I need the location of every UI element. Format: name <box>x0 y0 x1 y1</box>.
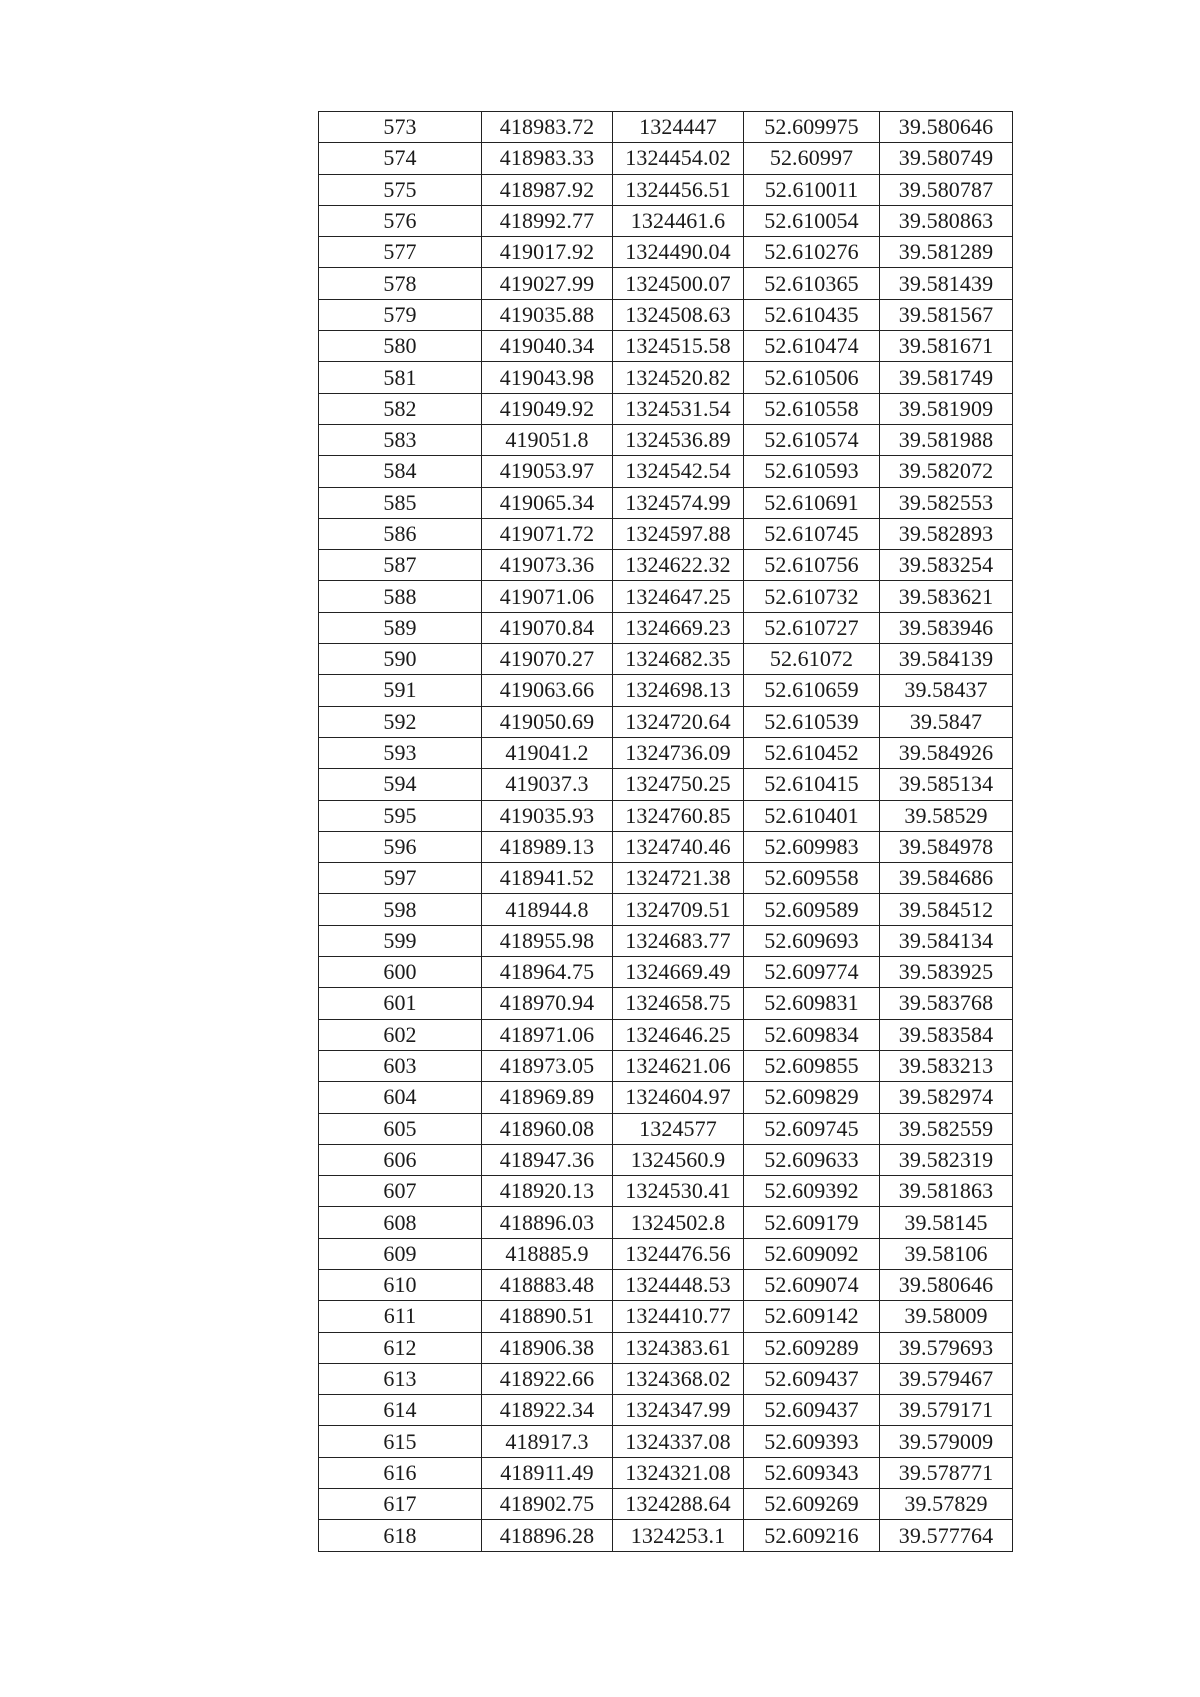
x-coordinate-cell: 419049.92 <box>482 393 613 424</box>
latitude-cell: 52.610659 <box>744 675 880 706</box>
y-coordinate-cell: 1324721.38 <box>613 863 744 894</box>
table-row <box>319 1144 1013 1175</box>
longitude-cell: 39.578771 <box>880 1457 1013 1488</box>
point-number-cell: 595 <box>319 800 482 831</box>
longitude-cell: 39.584134 <box>880 925 1013 956</box>
longitude-cell: 39.58106 <box>880 1238 1013 1269</box>
latitude-cell: 52.610474 <box>744 331 880 362</box>
point-number-cell: 613 <box>319 1363 482 1394</box>
x-coordinate-cell: 419070.27 <box>482 644 613 675</box>
x-coordinate-cell: 418883.48 <box>482 1269 613 1300</box>
table-row <box>319 737 1013 768</box>
table-row <box>319 1457 1013 1488</box>
y-coordinate-cell: 1324454.02 <box>613 143 744 174</box>
y-coordinate-cell: 1324597.88 <box>613 518 744 549</box>
point-number-cell: 601 <box>319 988 482 1019</box>
latitude-cell: 52.60997 <box>744 143 880 174</box>
longitude-cell: 39.582072 <box>880 456 1013 487</box>
point-number-cell: 573 <box>319 112 482 143</box>
table-row <box>319 1332 1013 1363</box>
coordinates-table <box>318 111 1013 1552</box>
longitude-cell: 39.583946 <box>880 612 1013 643</box>
longitude-cell: 39.5847 <box>880 706 1013 737</box>
point-number-cell: 600 <box>319 957 482 988</box>
x-coordinate-cell: 419053.97 <box>482 456 613 487</box>
x-coordinate-cell: 418906.38 <box>482 1332 613 1363</box>
y-coordinate-cell: 1324530.41 <box>613 1176 744 1207</box>
table-row <box>319 487 1013 518</box>
y-coordinate-cell: 1324698.13 <box>613 675 744 706</box>
point-number-cell: 594 <box>319 769 482 800</box>
point-number-cell: 611 <box>319 1301 482 1332</box>
table-row <box>319 1363 1013 1394</box>
latitude-cell: 52.609437 <box>744 1363 880 1394</box>
latitude-cell: 52.609437 <box>744 1395 880 1426</box>
longitude-cell: 39.579171 <box>880 1395 1013 1426</box>
table-row <box>319 299 1013 330</box>
table-row <box>319 237 1013 268</box>
table-row <box>319 174 1013 205</box>
point-number-cell: 618 <box>319 1520 482 1551</box>
longitude-cell: 39.584926 <box>880 737 1013 768</box>
x-coordinate-cell: 418896.03 <box>482 1207 613 1238</box>
table-row <box>319 1019 1013 1050</box>
point-number-cell: 604 <box>319 1082 482 1113</box>
y-coordinate-cell: 1324560.9 <box>613 1144 744 1175</box>
table-row <box>319 393 1013 424</box>
table-row <box>319 205 1013 236</box>
table-row <box>319 1301 1013 1332</box>
latitude-cell: 52.609633 <box>744 1144 880 1175</box>
x-coordinate-cell: 418896.28 <box>482 1520 613 1551</box>
latitude-cell: 52.609831 <box>744 988 880 1019</box>
point-number-cell: 579 <box>319 299 482 330</box>
longitude-cell: 39.582559 <box>880 1113 1013 1144</box>
x-coordinate-cell: 419035.88 <box>482 299 613 330</box>
point-number-cell: 617 <box>319 1489 482 1520</box>
y-coordinate-cell: 1324536.89 <box>613 424 744 455</box>
latitude-cell: 52.609983 <box>744 831 880 862</box>
x-coordinate-cell: 418973.05 <box>482 1050 613 1081</box>
point-number-cell: 585 <box>319 487 482 518</box>
x-coordinate-cell: 419070.84 <box>482 612 613 643</box>
y-coordinate-cell: 1324669.23 <box>613 612 744 643</box>
x-coordinate-cell: 418941.52 <box>482 863 613 894</box>
point-number-cell: 588 <box>319 581 482 612</box>
table-row <box>319 957 1013 988</box>
longitude-cell: 39.583925 <box>880 957 1013 988</box>
table-row <box>319 706 1013 737</box>
y-coordinate-cell: 1324622.32 <box>613 550 744 581</box>
latitude-cell: 52.609774 <box>744 957 880 988</box>
y-coordinate-cell: 1324500.07 <box>613 268 744 299</box>
point-number-cell: 583 <box>319 424 482 455</box>
table-row <box>319 800 1013 831</box>
longitude-cell: 39.583584 <box>880 1019 1013 1050</box>
latitude-cell: 52.610415 <box>744 769 880 800</box>
x-coordinate-cell: 419071.06 <box>482 581 613 612</box>
y-coordinate-cell: 1324448.53 <box>613 1269 744 1300</box>
latitude-cell: 52.609142 <box>744 1301 880 1332</box>
longitude-cell: 39.582893 <box>880 518 1013 549</box>
longitude-cell: 39.581671 <box>880 331 1013 362</box>
table-row <box>319 988 1013 1019</box>
latitude-cell: 52.609289 <box>744 1332 880 1363</box>
x-coordinate-cell: 419035.93 <box>482 800 613 831</box>
table-row <box>319 1050 1013 1081</box>
y-coordinate-cell: 1324542.54 <box>613 456 744 487</box>
point-number-cell: 575 <box>319 174 482 205</box>
longitude-cell: 39.583213 <box>880 1050 1013 1081</box>
x-coordinate-cell: 418983.72 <box>482 112 613 143</box>
y-coordinate-cell: 1324577 <box>613 1113 744 1144</box>
longitude-cell: 39.58009 <box>880 1301 1013 1332</box>
latitude-cell: 52.609269 <box>744 1489 880 1520</box>
y-coordinate-cell: 1324476.56 <box>613 1238 744 1269</box>
point-number-cell: 587 <box>319 550 482 581</box>
y-coordinate-cell: 1324461.6 <box>613 205 744 236</box>
y-coordinate-cell: 1324647.25 <box>613 581 744 612</box>
point-number-cell: 603 <box>319 1050 482 1081</box>
point-number-cell: 596 <box>319 831 482 862</box>
x-coordinate-cell: 419071.72 <box>482 518 613 549</box>
table-row <box>319 644 1013 675</box>
y-coordinate-cell: 1324347.99 <box>613 1395 744 1426</box>
point-number-cell: 593 <box>319 737 482 768</box>
longitude-cell: 39.57829 <box>880 1489 1013 1520</box>
point-number-cell: 580 <box>319 331 482 362</box>
y-coordinate-cell: 1324531.54 <box>613 393 744 424</box>
y-coordinate-cell: 1324410.77 <box>613 1301 744 1332</box>
y-coordinate-cell: 1324709.51 <box>613 894 744 925</box>
y-coordinate-cell: 1324683.77 <box>613 925 744 956</box>
x-coordinate-cell: 418947.36 <box>482 1144 613 1175</box>
table-row <box>319 1113 1013 1144</box>
x-coordinate-cell: 418989.13 <box>482 831 613 862</box>
point-number-cell: 605 <box>319 1113 482 1144</box>
latitude-cell: 52.610558 <box>744 393 880 424</box>
latitude-cell: 52.609975 <box>744 112 880 143</box>
latitude-cell: 52.609092 <box>744 1238 880 1269</box>
table-row <box>319 1426 1013 1457</box>
latitude-cell: 52.610691 <box>744 487 880 518</box>
point-number-cell: 584 <box>319 456 482 487</box>
point-number-cell: 582 <box>319 393 482 424</box>
latitude-cell: 52.610574 <box>744 424 880 455</box>
longitude-cell: 39.577764 <box>880 1520 1013 1551</box>
table-row <box>319 925 1013 956</box>
point-number-cell: 576 <box>319 205 482 236</box>
longitude-cell: 39.583768 <box>880 988 1013 1019</box>
x-coordinate-cell: 418987.92 <box>482 174 613 205</box>
y-coordinate-cell: 1324646.25 <box>613 1019 744 1050</box>
longitude-cell: 39.582553 <box>880 487 1013 518</box>
x-coordinate-cell: 418970.94 <box>482 988 613 1019</box>
y-coordinate-cell: 1324520.82 <box>613 362 744 393</box>
table-row <box>319 1176 1013 1207</box>
longitude-cell: 39.579009 <box>880 1426 1013 1457</box>
longitude-cell: 39.582319 <box>880 1144 1013 1175</box>
latitude-cell: 52.609393 <box>744 1426 880 1457</box>
x-coordinate-cell: 418969.89 <box>482 1082 613 1113</box>
x-coordinate-cell: 418971.06 <box>482 1019 613 1050</box>
longitude-cell: 39.583254 <box>880 550 1013 581</box>
y-coordinate-cell: 1324502.8 <box>613 1207 744 1238</box>
longitude-cell: 39.585134 <box>880 769 1013 800</box>
table-row <box>319 518 1013 549</box>
latitude-cell: 52.609589 <box>744 894 880 925</box>
point-number-cell: 610 <box>319 1269 482 1300</box>
table-row <box>319 268 1013 299</box>
longitude-cell: 39.582974 <box>880 1082 1013 1113</box>
longitude-cell: 39.581749 <box>880 362 1013 393</box>
latitude-cell: 52.610011 <box>744 174 880 205</box>
x-coordinate-cell: 418944.8 <box>482 894 613 925</box>
longitude-cell: 39.581439 <box>880 268 1013 299</box>
table-row <box>319 581 1013 612</box>
point-number-cell: 602 <box>319 1019 482 1050</box>
x-coordinate-cell: 418964.75 <box>482 957 613 988</box>
point-number-cell: 592 <box>319 706 482 737</box>
x-coordinate-cell: 418917.3 <box>482 1426 613 1457</box>
longitude-cell: 39.580646 <box>880 1269 1013 1300</box>
x-coordinate-cell: 418902.75 <box>482 1489 613 1520</box>
latitude-cell: 52.610732 <box>744 581 880 612</box>
y-coordinate-cell: 1324383.61 <box>613 1332 744 1363</box>
latitude-cell: 52.610365 <box>744 268 880 299</box>
table-row <box>319 331 1013 362</box>
point-number-cell: 606 <box>319 1144 482 1175</box>
x-coordinate-cell: 419017.92 <box>482 237 613 268</box>
latitude-cell: 52.609855 <box>744 1050 880 1081</box>
table-row <box>319 863 1013 894</box>
point-number-cell: 586 <box>319 518 482 549</box>
longitude-cell: 39.580749 <box>880 143 1013 174</box>
longitude-cell: 39.581567 <box>880 299 1013 330</box>
x-coordinate-cell: 418890.51 <box>482 1301 613 1332</box>
longitude-cell: 39.583621 <box>880 581 1013 612</box>
longitude-cell: 39.58529 <box>880 800 1013 831</box>
y-coordinate-cell: 1324604.97 <box>613 1082 744 1113</box>
point-number-cell: 612 <box>319 1332 482 1363</box>
table-row <box>319 143 1013 174</box>
y-coordinate-cell: 1324456.51 <box>613 174 744 205</box>
point-number-cell: 574 <box>319 143 482 174</box>
table-row <box>319 1269 1013 1300</box>
longitude-cell: 39.584139 <box>880 644 1013 675</box>
y-coordinate-cell: 1324658.75 <box>613 988 744 1019</box>
latitude-cell: 52.609392 <box>744 1176 880 1207</box>
longitude-cell: 39.581289 <box>880 237 1013 268</box>
point-number-cell: 616 <box>319 1457 482 1488</box>
table-row <box>319 612 1013 643</box>
x-coordinate-cell: 419073.36 <box>482 550 613 581</box>
latitude-cell: 52.610539 <box>744 706 880 737</box>
point-number-cell: 609 <box>319 1238 482 1269</box>
x-coordinate-cell: 419027.99 <box>482 268 613 299</box>
table-row <box>319 1082 1013 1113</box>
x-coordinate-cell: 419065.34 <box>482 487 613 518</box>
point-number-cell: 577 <box>319 237 482 268</box>
point-number-cell: 608 <box>319 1207 482 1238</box>
latitude-cell: 52.609693 <box>744 925 880 956</box>
y-coordinate-cell: 1324337.08 <box>613 1426 744 1457</box>
latitude-cell: 52.609343 <box>744 1457 880 1488</box>
x-coordinate-cell: 418983.33 <box>482 143 613 174</box>
latitude-cell: 52.609745 <box>744 1113 880 1144</box>
longitude-cell: 39.58437 <box>880 675 1013 706</box>
y-coordinate-cell: 1324508.63 <box>613 299 744 330</box>
y-coordinate-cell: 1324682.35 <box>613 644 744 675</box>
longitude-cell: 39.584978 <box>880 831 1013 862</box>
point-number-cell: 598 <box>319 894 482 925</box>
longitude-cell: 39.580863 <box>880 205 1013 236</box>
table-row <box>319 1489 1013 1520</box>
point-number-cell: 599 <box>319 925 482 956</box>
point-number-cell: 581 <box>319 362 482 393</box>
coordinates-table-body <box>319 112 1013 1552</box>
latitude-cell: 52.610452 <box>744 737 880 768</box>
x-coordinate-cell: 418960.08 <box>482 1113 613 1144</box>
y-coordinate-cell: 1324669.49 <box>613 957 744 988</box>
latitude-cell: 52.610727 <box>744 612 880 643</box>
y-coordinate-cell: 1324515.58 <box>613 331 744 362</box>
table-row <box>319 1207 1013 1238</box>
longitude-cell: 39.584512 <box>880 894 1013 925</box>
point-number-cell: 591 <box>319 675 482 706</box>
y-coordinate-cell: 1324750.25 <box>613 769 744 800</box>
y-coordinate-cell: 1324288.64 <box>613 1489 744 1520</box>
x-coordinate-cell: 419040.34 <box>482 331 613 362</box>
longitude-cell: 39.581863 <box>880 1176 1013 1207</box>
x-coordinate-cell: 419041.2 <box>482 737 613 768</box>
point-number-cell: 597 <box>319 863 482 894</box>
x-coordinate-cell: 418911.49 <box>482 1457 613 1488</box>
latitude-cell: 52.609216 <box>744 1520 880 1551</box>
table-row <box>319 112 1013 143</box>
longitude-cell: 39.579693 <box>880 1332 1013 1363</box>
latitude-cell: 52.609179 <box>744 1207 880 1238</box>
x-coordinate-cell: 418922.34 <box>482 1395 613 1426</box>
table-row <box>319 1395 1013 1426</box>
table-row <box>319 831 1013 862</box>
latitude-cell: 52.61072 <box>744 644 880 675</box>
table-row <box>319 769 1013 800</box>
longitude-cell: 39.581988 <box>880 424 1013 455</box>
point-number-cell: 590 <box>319 644 482 675</box>
x-coordinate-cell: 419037.3 <box>482 769 613 800</box>
latitude-cell: 52.609829 <box>744 1082 880 1113</box>
x-coordinate-cell: 419050.69 <box>482 706 613 737</box>
latitude-cell: 52.610401 <box>744 800 880 831</box>
x-coordinate-cell: 418885.9 <box>482 1238 613 1269</box>
longitude-cell: 39.584686 <box>880 863 1013 894</box>
x-coordinate-cell: 419063.66 <box>482 675 613 706</box>
y-coordinate-cell: 1324736.09 <box>613 737 744 768</box>
table-row <box>319 1238 1013 1269</box>
latitude-cell: 52.610756 <box>744 550 880 581</box>
longitude-cell: 39.581909 <box>880 393 1013 424</box>
table-row <box>319 362 1013 393</box>
longitude-cell: 39.579467 <box>880 1363 1013 1394</box>
y-coordinate-cell: 1324740.46 <box>613 831 744 862</box>
y-coordinate-cell: 1324760.85 <box>613 800 744 831</box>
x-coordinate-cell: 418992.77 <box>482 205 613 236</box>
y-coordinate-cell: 1324621.06 <box>613 1050 744 1081</box>
table-row <box>319 894 1013 925</box>
table-row <box>319 1520 1013 1551</box>
latitude-cell: 52.609558 <box>744 863 880 894</box>
y-coordinate-cell: 1324447 <box>613 112 744 143</box>
latitude-cell: 52.610593 <box>744 456 880 487</box>
x-coordinate-cell: 419043.98 <box>482 362 613 393</box>
x-coordinate-cell: 418922.66 <box>482 1363 613 1394</box>
x-coordinate-cell: 418955.98 <box>482 925 613 956</box>
latitude-cell: 52.609834 <box>744 1019 880 1050</box>
y-coordinate-cell: 1324720.64 <box>613 706 744 737</box>
latitude-cell: 52.610276 <box>744 237 880 268</box>
latitude-cell: 52.610745 <box>744 518 880 549</box>
point-number-cell: 607 <box>319 1176 482 1207</box>
longitude-cell: 39.580646 <box>880 112 1013 143</box>
x-coordinate-cell: 418920.13 <box>482 1176 613 1207</box>
y-coordinate-cell: 1324574.99 <box>613 487 744 518</box>
y-coordinate-cell: 1324321.08 <box>613 1457 744 1488</box>
y-coordinate-cell: 1324490.04 <box>613 237 744 268</box>
latitude-cell: 52.610506 <box>744 362 880 393</box>
latitude-cell: 52.609074 <box>744 1269 880 1300</box>
point-number-cell: 614 <box>319 1395 482 1426</box>
longitude-cell: 39.580787 <box>880 174 1013 205</box>
table-row <box>319 675 1013 706</box>
point-number-cell: 578 <box>319 268 482 299</box>
x-coordinate-cell: 419051.8 <box>482 424 613 455</box>
table-row <box>319 550 1013 581</box>
longitude-cell: 39.58145 <box>880 1207 1013 1238</box>
y-coordinate-cell: 1324253.1 <box>613 1520 744 1551</box>
table-row <box>319 424 1013 455</box>
table-row <box>319 456 1013 487</box>
latitude-cell: 52.610435 <box>744 299 880 330</box>
latitude-cell: 52.610054 <box>744 205 880 236</box>
y-coordinate-cell: 1324368.02 <box>613 1363 744 1394</box>
point-number-cell: 615 <box>319 1426 482 1457</box>
point-number-cell: 589 <box>319 612 482 643</box>
